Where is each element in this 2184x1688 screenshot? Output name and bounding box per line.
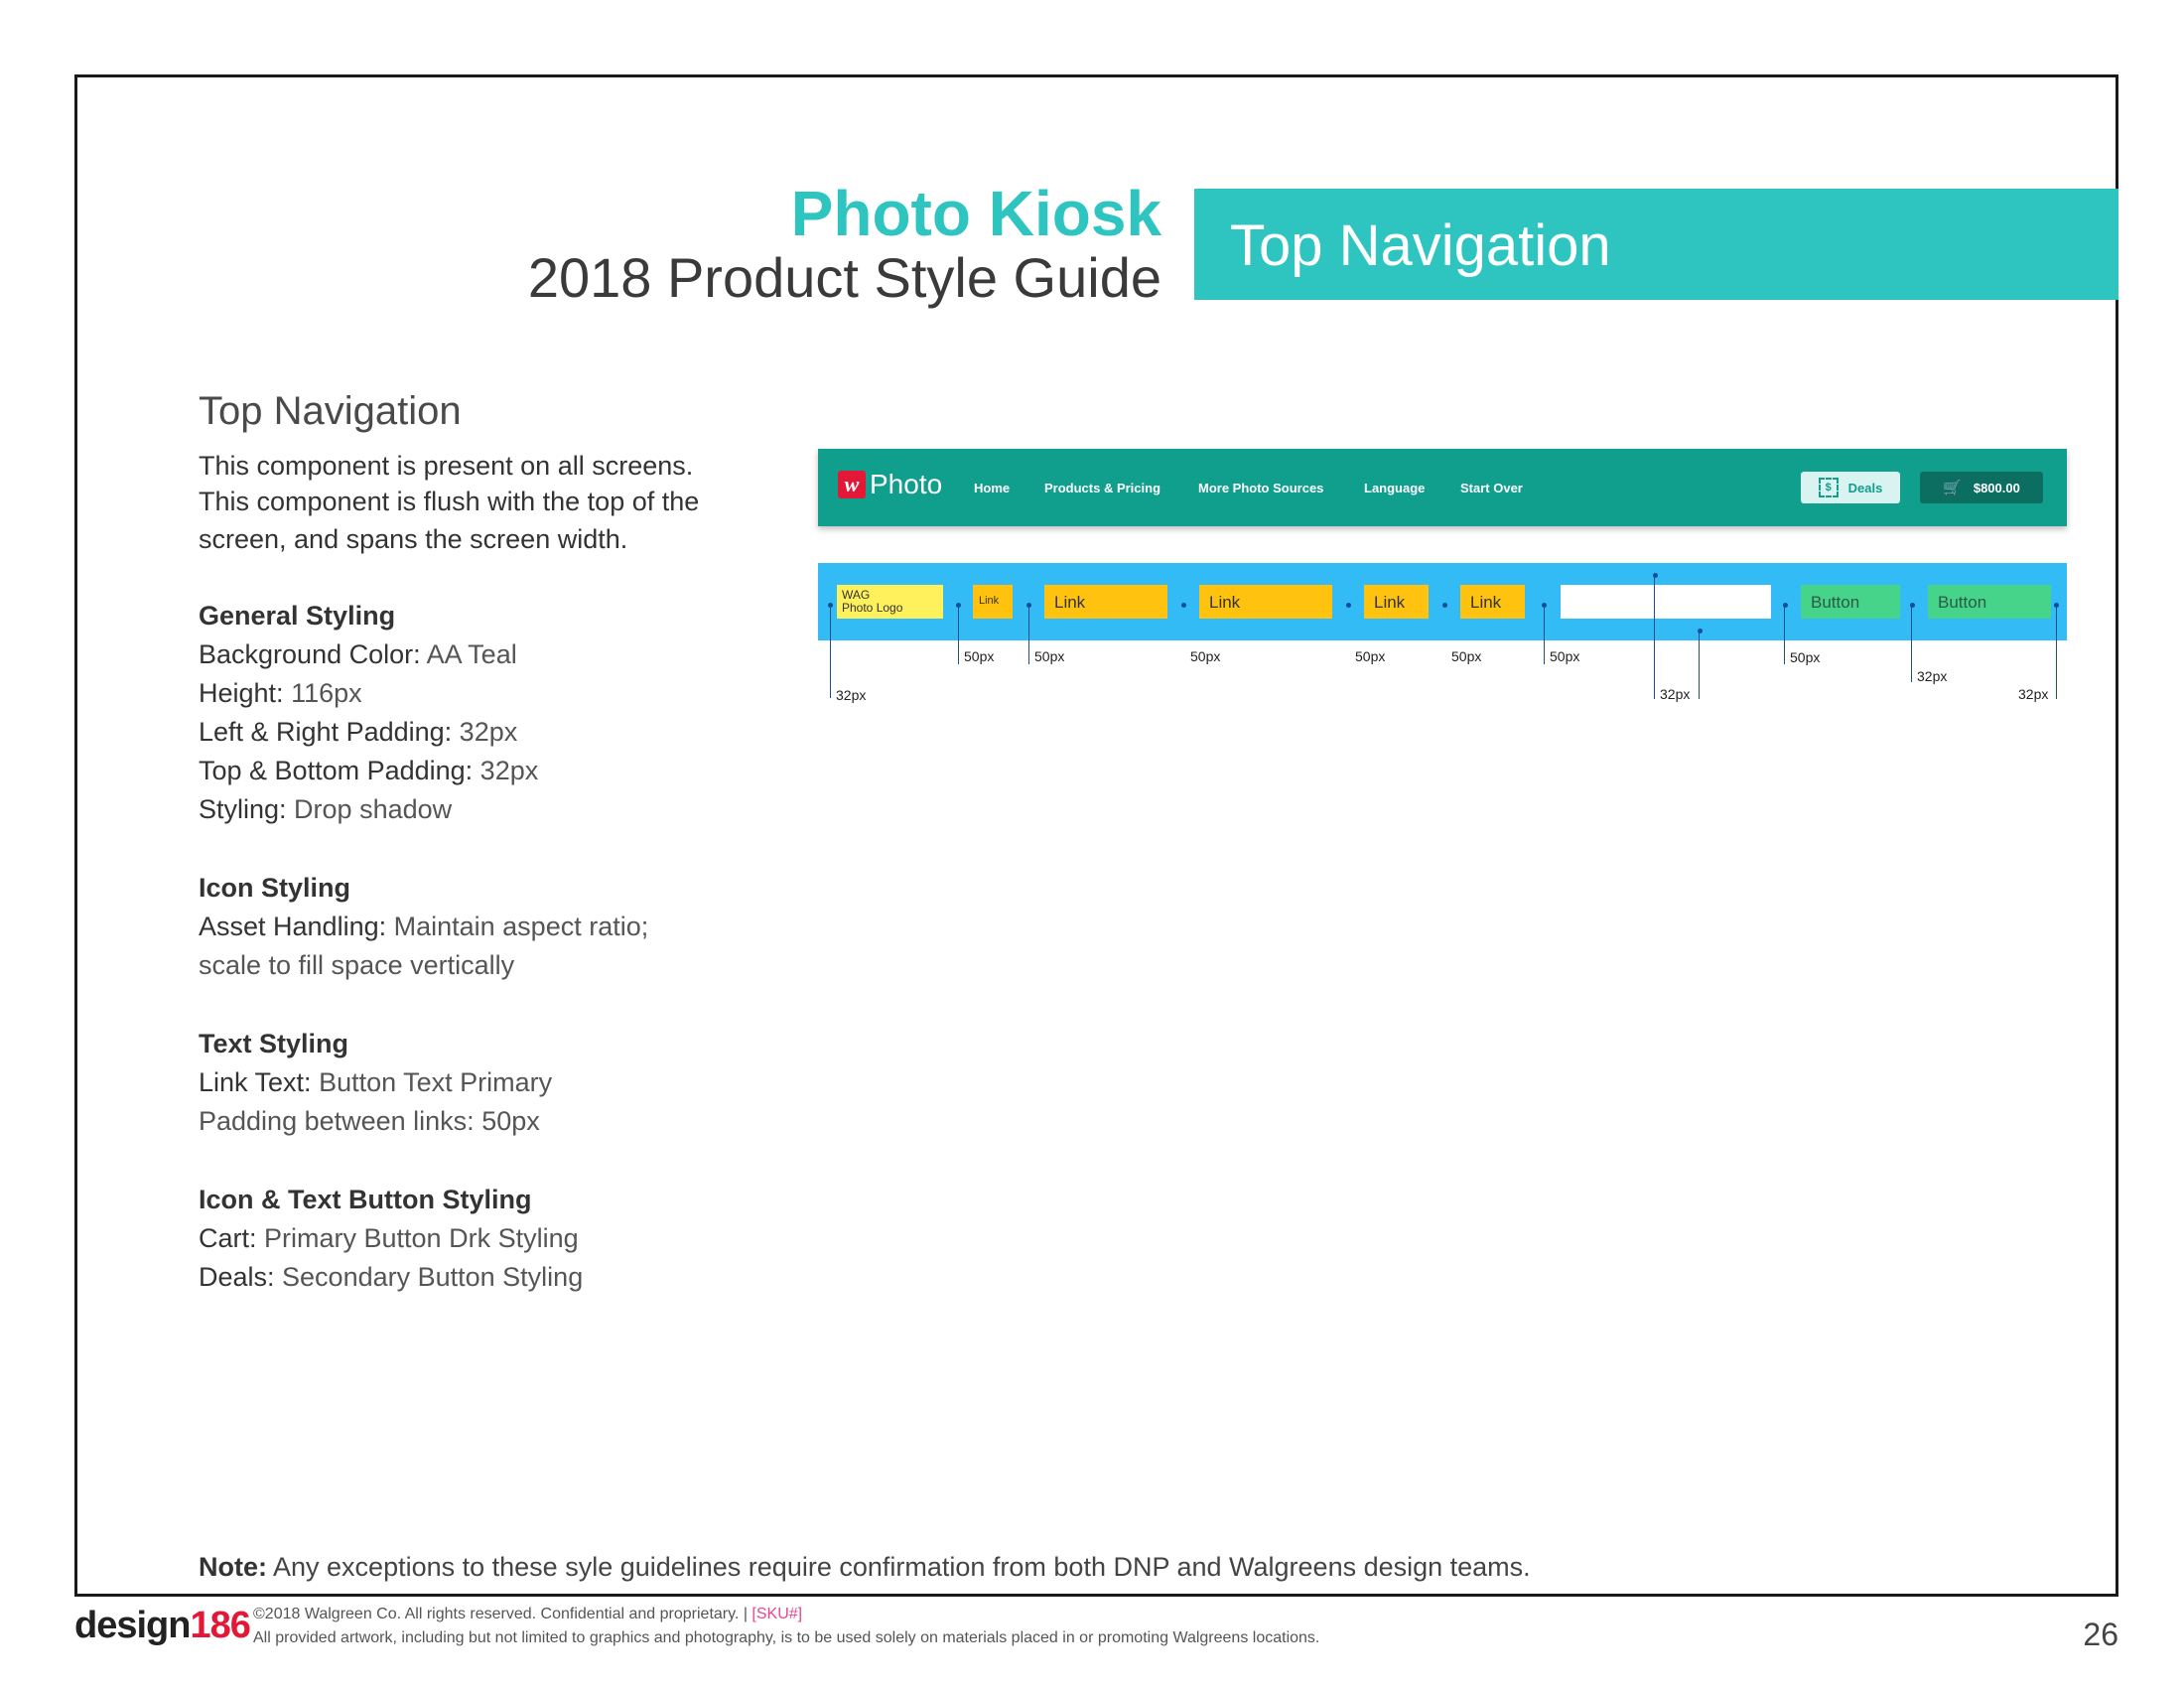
spec-line <box>199 1102 754 1141</box>
spec-logo-label: Photo Logo <box>842 601 903 615</box>
measurement-label: 50px <box>1190 648 1221 664</box>
spec-line <box>199 946 754 985</box>
spec-line <box>199 908 754 946</box>
spec-logo-label: WAG <box>842 588 871 602</box>
spec-value: Padding between links: 50px <box>199 1106 540 1136</box>
logo-number-text: 186 <box>190 1605 250 1646</box>
spec-label: Cart: <box>199 1223 257 1253</box>
spec-link: Link <box>1460 585 1525 619</box>
spec-label: Height: <box>199 678 284 708</box>
spec-label: Background Color: <box>199 639 421 669</box>
spec-line <box>199 713 754 752</box>
spec-button: Button <box>1928 585 2051 619</box>
guide-line <box>1784 603 1785 664</box>
spec-value: Maintain aspect ratio; <box>386 912 649 941</box>
guide-line <box>1699 631 1700 699</box>
spec-label: Link Text: <box>199 1067 312 1097</box>
note-text: Any exceptions to these syle guidelines require confirmation from both DNP and Walgreens design teams. <box>267 1552 1531 1582</box>
general-styling-group <box>199 597 754 829</box>
cart-total: $800.00 <box>1973 480 2020 495</box>
measurement-label: 50px <box>1034 648 1065 664</box>
text-styling-group <box>199 1025 754 1141</box>
spec-label: Top & Bottom Padding: <box>199 756 474 785</box>
group-title: Icon & Text Button Styling <box>199 1185 532 1214</box>
copyright-line <box>253 1606 802 1623</box>
guide-line <box>1028 603 1029 664</box>
brand-title: Photo Kiosk <box>790 178 1161 249</box>
design186-logo <box>74 1605 250 1647</box>
band-title: Top Navigation <box>1230 213 1611 278</box>
guide-line <box>2056 603 2057 699</box>
cart-button[interactable] <box>1920 472 2043 503</box>
spec-marker <box>1346 603 1351 608</box>
copyright-text: ©2018 Walgreen Co. All rights reserved. Confidential and proprietary. | <box>253 1606 752 1622</box>
walgreens-w-icon: w <box>838 471 866 498</box>
intro-line: screen, and spans the screen width. <box>199 524 628 554</box>
measurement-label: 50px <box>1550 648 1580 664</box>
spec-line <box>199 674 754 713</box>
spec-line <box>199 1063 754 1102</box>
spec-button: Button <box>1801 585 1900 619</box>
intro-text <box>199 448 754 557</box>
spec-line <box>199 1219 754 1258</box>
page-number: 26 <box>2083 1617 2118 1652</box>
measurement-label: 50px <box>1355 648 1386 664</box>
spec-value: 116px <box>283 678 362 708</box>
guide-line <box>1654 576 1655 699</box>
nav-link-more-photo-sources[interactable]: More Photo Sources <box>1198 481 1324 495</box>
spec-search-box <box>1561 585 1771 619</box>
spec-line <box>199 635 754 674</box>
guide-line <box>1544 603 1545 664</box>
spec-link: Link <box>1364 585 1429 619</box>
button-styling-group <box>199 1181 754 1297</box>
measurement-label: 32px <box>1917 668 1948 684</box>
spec-value: Primary Button Drk Styling <box>256 1223 579 1253</box>
measurement-label: 50px <box>964 648 995 664</box>
spec-link-small: Link <box>973 585 1013 619</box>
group-title: Text Styling <box>199 1029 349 1058</box>
spec-label: Styling: <box>199 794 287 824</box>
spec-link: Link <box>1044 585 1167 619</box>
spec-link: Link <box>1199 585 1332 619</box>
guide-line <box>958 603 959 664</box>
walgreens-photo-logo[interactable] <box>838 469 942 500</box>
section-title: Top Navigation <box>199 389 462 433</box>
cart-icon: 🛒 <box>1943 480 1962 496</box>
intro-line: This component is flush with the top of the <box>199 487 700 516</box>
deals-icon: $ <box>1819 478 1839 497</box>
spec-line <box>199 752 754 790</box>
spec-value: 32px <box>452 717 518 747</box>
header-band <box>1194 189 2118 300</box>
spec-logo-box <box>837 585 943 619</box>
spec-description <box>199 389 754 1297</box>
spec-value: scale to fill space vertically <box>199 950 515 980</box>
spec-value: 32px <box>473 756 539 785</box>
mock-top-navigation <box>818 449 2067 526</box>
spec-marker <box>1442 603 1447 608</box>
intro-line: This component is present on all screens. <box>199 451 694 481</box>
nav-link-home[interactable]: Home <box>974 481 1011 495</box>
disclaimer-line: All provided artwork, including but not limited to graphics and photography, is to be used solely on materials placed in or promoting Walgreens locations. <box>253 1629 1320 1646</box>
spec-value: AA Teal <box>420 639 517 669</box>
group-title: Icon Styling <box>199 873 351 903</box>
guide-line <box>830 603 831 698</box>
spec-value: Secondary Button Styling <box>274 1262 584 1292</box>
group-title: General Styling <box>199 601 396 631</box>
icon-styling-group <box>199 869 754 985</box>
measurement-label: 50px <box>1451 648 1482 664</box>
spec-line <box>199 1258 754 1297</box>
measurement-label: 50px <box>1790 649 1821 665</box>
measurement-label: 32px <box>2018 686 2049 702</box>
logo-design-text: design <box>74 1605 191 1646</box>
spec-marker <box>1181 603 1186 608</box>
guide-line <box>1911 603 1912 682</box>
sku-placeholder: [SKU#] <box>751 1606 803 1622</box>
nav-link-language[interactable]: Language <box>1364 481 1426 495</box>
spec-layout-bar <box>818 563 2067 640</box>
measurement-label: 32px <box>836 687 867 703</box>
measurement-label: 32px <box>1660 686 1691 702</box>
spec-label: Left & Right Padding: <box>199 717 453 747</box>
deals-label: Deals <box>1847 480 1883 495</box>
note-label: Note: <box>199 1552 267 1582</box>
spec-line <box>199 790 754 829</box>
logo-photo-text: Photo <box>870 469 943 499</box>
brand-subtitle: 2018 Product Style Guide <box>527 246 1161 309</box>
deals-button[interactable] <box>1801 472 1900 503</box>
exceptions-note <box>199 1552 1531 1583</box>
nav-link-start-over[interactable]: Start Over <box>1460 481 1523 495</box>
spec-label: Deals: <box>199 1262 275 1292</box>
nav-link-products-pricing[interactable]: Products & Pricing <box>1044 481 1161 495</box>
spec-label: Asset Handling: <box>199 912 387 941</box>
spec-value: Button Text Primary <box>311 1067 553 1097</box>
spec-value: Drop shadow <box>286 794 453 824</box>
